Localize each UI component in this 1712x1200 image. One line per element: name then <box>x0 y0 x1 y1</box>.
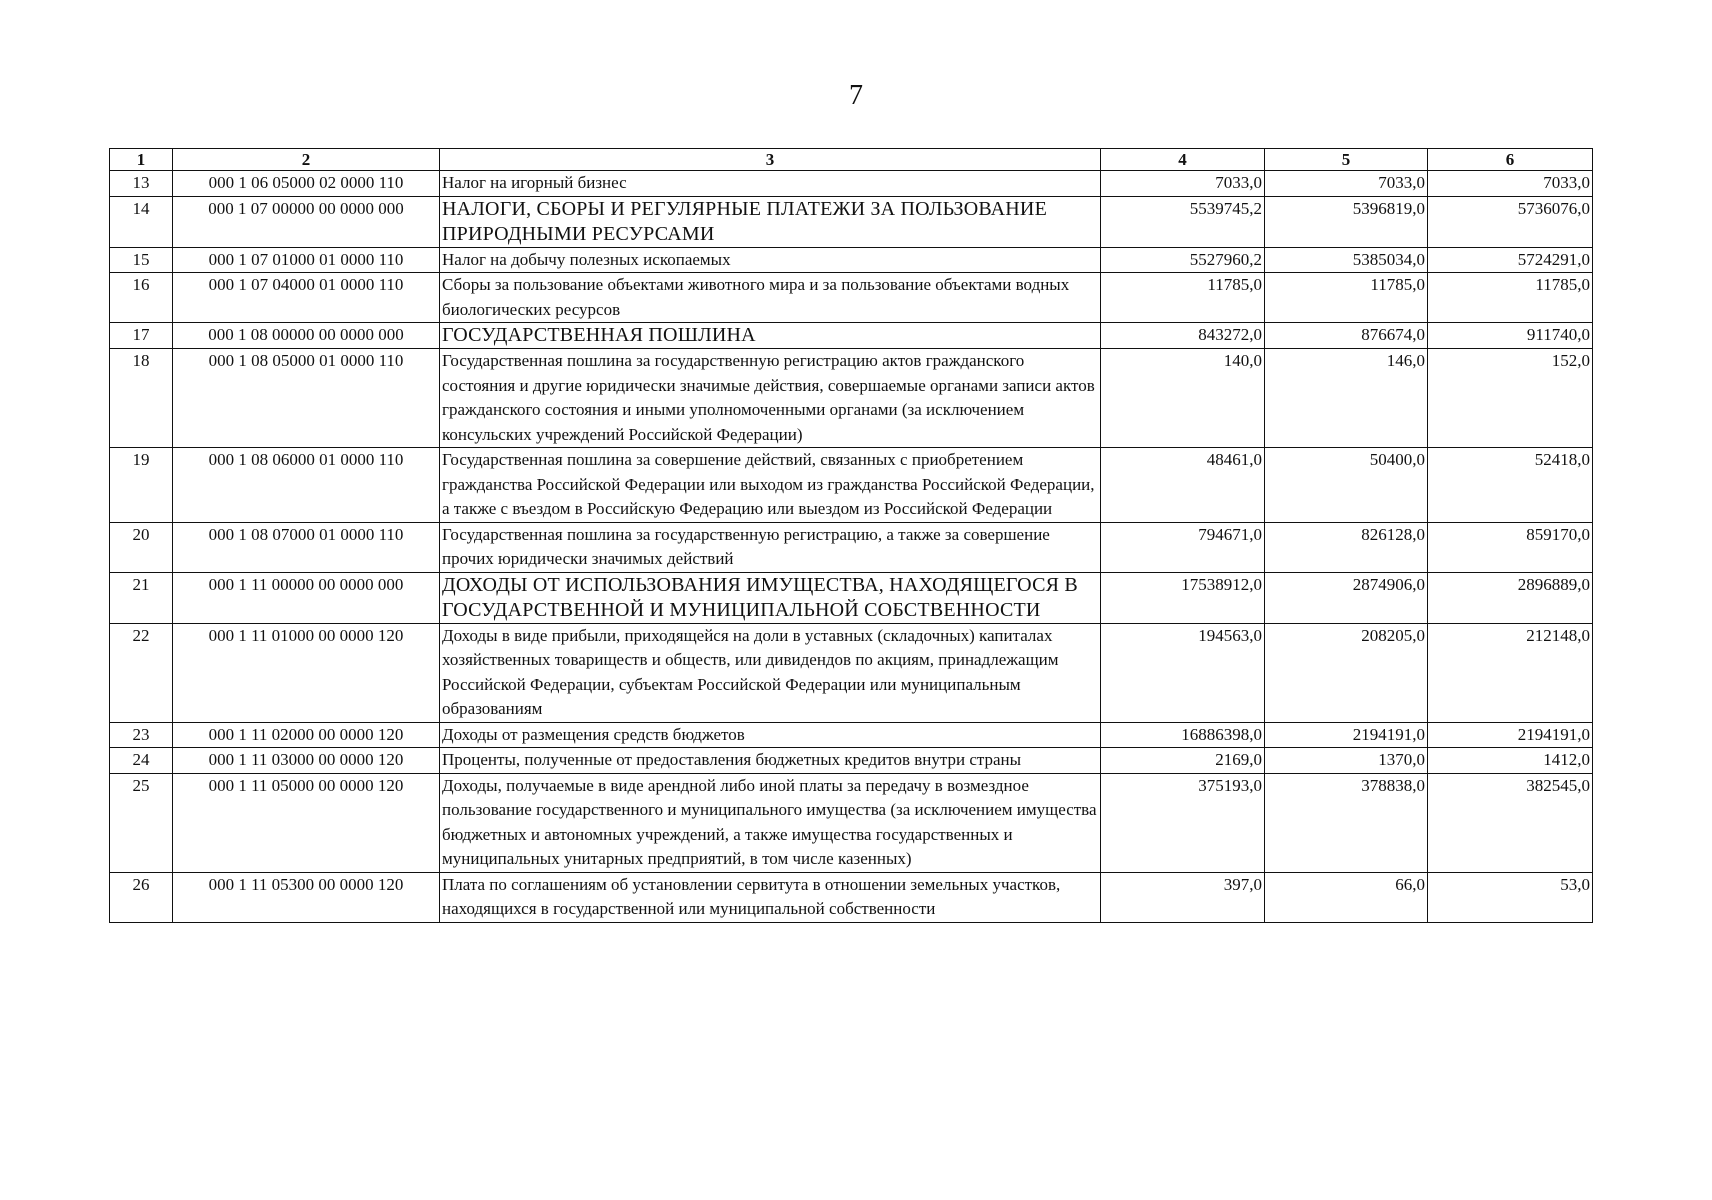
value-col-5: 876674,0 <box>1265 323 1428 349</box>
value-col-6: 5724291,0 <box>1428 247 1593 273</box>
value-col-4: 11785,0 <box>1101 273 1265 323</box>
value-col-4: 794671,0 <box>1101 522 1265 572</box>
revenue-name: Государственная пошлина за государственную регистрацию, а также за совершение прочих юридически значимых действий <box>440 522 1101 572</box>
budget-code: 000 1 08 05000 01 0000 110 <box>173 349 440 448</box>
table-row <box>110 748 1593 774</box>
budget-code: 000 1 11 03000 00 0000 120 <box>173 748 440 774</box>
value-col-5: 1370,0 <box>1265 748 1428 774</box>
header-col-1: 1 <box>110 149 173 171</box>
value-col-6: 2896889,0 <box>1428 572 1593 623</box>
budget-code: 000 1 11 05300 00 0000 120 <box>173 872 440 922</box>
value-col-5: 7033,0 <box>1265 171 1428 197</box>
row-number: 21 <box>110 572 173 623</box>
budget-code: 000 1 07 01000 01 0000 110 <box>173 247 440 273</box>
value-col-6: 212148,0 <box>1428 623 1593 722</box>
table-row <box>110 572 1593 623</box>
table-row <box>110 349 1593 448</box>
value-col-6: 53,0 <box>1428 872 1593 922</box>
table-header-row <box>110 149 1593 171</box>
revenue-name: Доходы, получаемые в виде арендной либо иной платы за передачу в возмездное пользование государственного и муниципального имущества (за исключением имущества бюджетных и автономных учреждений, а также имущества государственных и муниципальных унитарных предприятий, в том числе казенных) <box>440 773 1101 872</box>
value-col-6: 382545,0 <box>1428 773 1593 872</box>
row-number: 20 <box>110 522 173 572</box>
table-row <box>110 522 1593 572</box>
table-row <box>110 196 1593 247</box>
table-row <box>110 722 1593 748</box>
revenue-name: Налог на добычу полезных ископаемых <box>440 247 1101 273</box>
row-number: 19 <box>110 448 173 523</box>
value-col-4: 375193,0 <box>1101 773 1265 872</box>
header-col-5: 5 <box>1265 149 1428 171</box>
budget-code: 000 1 07 04000 01 0000 110 <box>173 273 440 323</box>
value-col-5: 11785,0 <box>1265 273 1428 323</box>
value-col-4: 17538912,0 <box>1101 572 1265 623</box>
budget-code: 000 1 11 02000 00 0000 120 <box>173 722 440 748</box>
table-row <box>110 273 1593 323</box>
row-number: 23 <box>110 722 173 748</box>
row-number: 22 <box>110 623 173 722</box>
value-col-6: 2194191,0 <box>1428 722 1593 748</box>
table-row <box>110 247 1593 273</box>
value-col-4: 5539745,2 <box>1101 196 1265 247</box>
row-number: 25 <box>110 773 173 872</box>
value-col-5: 378838,0 <box>1265 773 1428 872</box>
budget-code: 000 1 11 00000 00 0000 000 <box>173 572 440 623</box>
header-col-4: 4 <box>1101 149 1265 171</box>
table-row <box>110 623 1593 722</box>
revenue-name: НАЛОГИ, СБОРЫ И РЕГУЛЯРНЫЕ ПЛАТЕЖИ ЗА ПОЛЬЗОВАНИЕ ПРИРОДНЫМИ РЕСУРСАМИ <box>440 196 1101 247</box>
row-number: 13 <box>110 171 173 197</box>
value-col-6: 7033,0 <box>1428 171 1593 197</box>
table-row <box>110 773 1593 872</box>
value-col-6: 152,0 <box>1428 349 1593 448</box>
value-col-4: 194563,0 <box>1101 623 1265 722</box>
table-row <box>110 171 1593 197</box>
budget-code: 000 1 06 05000 02 0000 110 <box>173 171 440 197</box>
budget-revenue-table <box>109 148 1593 923</box>
revenue-name: Государственная пошлина за совершение действий, связанных с приобретением гражданства Российской Федерации или выходом из гражданства Российской Федерации, а также с въездом в Российскую Федерацию или выездом из Российской Федерации <box>440 448 1101 523</box>
value-col-6: 52418,0 <box>1428 448 1593 523</box>
value-col-4: 5527960,2 <box>1101 247 1265 273</box>
value-col-6: 859170,0 <box>1428 522 1593 572</box>
budget-code: 000 1 11 05000 00 0000 120 <box>173 773 440 872</box>
revenue-name: ГОСУДАРСТВЕННАЯ ПОШЛИНА <box>440 323 1101 349</box>
value-col-5: 208205,0 <box>1265 623 1428 722</box>
table-row <box>110 448 1593 523</box>
value-col-6: 911740,0 <box>1428 323 1593 349</box>
budget-code: 000 1 08 07000 01 0000 110 <box>173 522 440 572</box>
revenue-name: Налог на игорный бизнес <box>440 171 1101 197</box>
revenue-name: Плата по соглашениям об установлении сервитута в отношении земельных участков, находящихся в государственной или муниципальной собственности <box>440 872 1101 922</box>
row-number: 16 <box>110 273 173 323</box>
value-col-5: 5396819,0 <box>1265 196 1428 247</box>
row-number: 14 <box>110 196 173 247</box>
table-row <box>110 323 1593 349</box>
value-col-6: 11785,0 <box>1428 273 1593 323</box>
header-col-2: 2 <box>173 149 440 171</box>
budget-code: 000 1 08 00000 00 0000 000 <box>173 323 440 349</box>
row-number: 17 <box>110 323 173 349</box>
table-row <box>110 872 1593 922</box>
value-col-5: 2874906,0 <box>1265 572 1428 623</box>
value-col-6: 1412,0 <box>1428 748 1593 774</box>
value-col-4: 140,0 <box>1101 349 1265 448</box>
row-number: 15 <box>110 247 173 273</box>
value-col-4: 7033,0 <box>1101 171 1265 197</box>
budget-code: 000 1 07 00000 00 0000 000 <box>173 196 440 247</box>
value-col-5: 826128,0 <box>1265 522 1428 572</box>
revenue-name: ДОХОДЫ ОТ ИСПОЛЬЗОВАНИЯ ИМУЩЕСТВА, НАХОДЯЩЕГОСЯ В ГОСУДАРСТВЕННОЙ И МУНИЦИПАЛЬНОЙ СОБСТВЕННОСТИ <box>440 572 1101 623</box>
header-col-3: 3 <box>440 149 1101 171</box>
row-number: 24 <box>110 748 173 774</box>
value-col-4: 48461,0 <box>1101 448 1265 523</box>
value-col-6: 5736076,0 <box>1428 196 1593 247</box>
revenue-name: Сборы за пользование объектами животного мира и за пользование объектами водных биологических ресурсов <box>440 273 1101 323</box>
value-col-4: 2169,0 <box>1101 748 1265 774</box>
value-col-4: 397,0 <box>1101 872 1265 922</box>
value-col-5: 2194191,0 <box>1265 722 1428 748</box>
budget-code: 000 1 08 06000 01 0000 110 <box>173 448 440 523</box>
value-col-5: 5385034,0 <box>1265 247 1428 273</box>
value-col-4: 16886398,0 <box>1101 722 1265 748</box>
value-col-4: 843272,0 <box>1101 323 1265 349</box>
value-col-5: 66,0 <box>1265 872 1428 922</box>
value-col-5: 146,0 <box>1265 349 1428 448</box>
budget-code: 000 1 11 01000 00 0000 120 <box>173 623 440 722</box>
revenue-name: Доходы в виде прибыли, приходящейся на доли в уставных (складочных) капиталах хозяйственных товариществ и обществ, или дивидендов по акциям, принадлежащим Российской Федерации, субъектам Российской Федерации или муниципальным образованиям <box>440 623 1101 722</box>
revenue-name: Проценты, полученные от предоставления бюджетных кредитов внутри страны <box>440 748 1101 774</box>
revenue-name: Доходы от размещения средств бюджетов <box>440 722 1101 748</box>
row-number: 26 <box>110 872 173 922</box>
row-number: 18 <box>110 349 173 448</box>
header-col-6: 6 <box>1428 149 1593 171</box>
revenue-name: Государственная пошлина за государственную регистрацию актов гражданского состояния и другие юридически значимые действия, совершаемые органами записи актов гражданского состояния и иными уполномоченными органами (за исключением консульских учреждений Российской Федерации) <box>440 349 1101 448</box>
page-number: 7 <box>849 80 863 111</box>
value-col-5: 50400,0 <box>1265 448 1428 523</box>
